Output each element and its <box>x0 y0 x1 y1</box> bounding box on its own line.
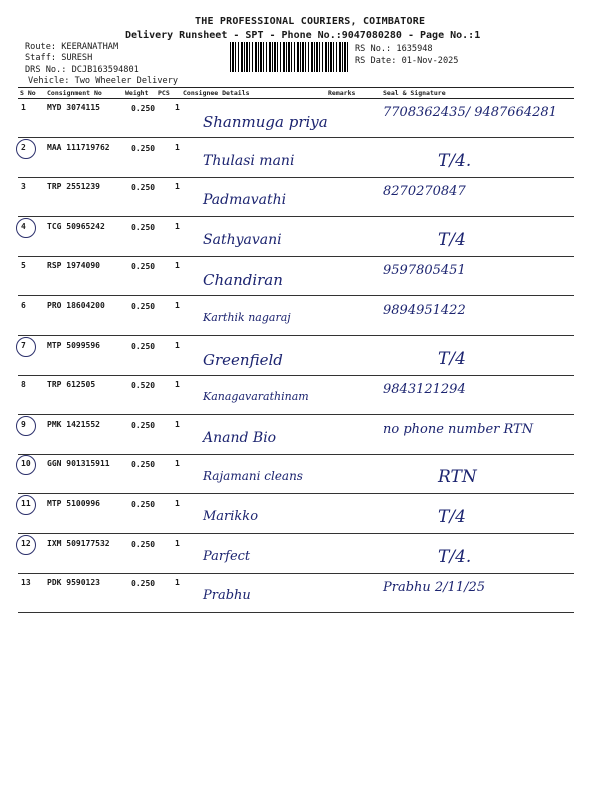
rs-number: RS No.: 1635948 <box>355 44 433 54</box>
consignee-name: Kanagavarathinam <box>203 390 309 404</box>
row-number: 1 <box>21 103 26 112</box>
consignee-name: Chandiran <box>203 271 283 290</box>
seal-signature: T/4. <box>438 150 472 171</box>
consignment-number: PMK 1421552 <box>47 419 100 429</box>
runsheet-subtitle: Delivery Runsheet - SPT - Phone No.:9047080280 - Page No.:1 <box>125 30 481 41</box>
consignment-number: TRP 612505 <box>47 380 96 390</box>
col-consignee: Consignee Details <box>183 89 250 97</box>
pieces-count: 1 <box>175 103 180 112</box>
pieces-count: 1 <box>175 142 180 152</box>
table-row <box>18 178 574 217</box>
table-row <box>18 99 574 138</box>
row-number: 8 <box>21 380 26 390</box>
weight-value: 0.250 <box>131 341 156 351</box>
circle-mark <box>16 337 36 357</box>
company-title: THE PROFESSIONAL COURIERS, COIMBATORE <box>195 16 426 27</box>
row-number: 13 <box>21 578 31 588</box>
col-pcs: PCS <box>158 89 170 97</box>
consignment-number: MAA 111719762 <box>47 142 110 152</box>
weight-value: 0.250 <box>131 579 156 589</box>
consignment-number: MYD 3074115 <box>47 103 100 112</box>
seal-signature: Prabhu 2/11/25 <box>383 580 486 596</box>
col-seal-signature: Seal & Signature <box>383 89 446 97</box>
route: Route: KEERANATHAM <box>25 42 119 52</box>
row-number: 11 <box>21 499 31 508</box>
weight-value: 0.250 <box>131 222 156 232</box>
consignment-number: IXM 509177532 <box>47 538 110 548</box>
drs-number: DRS No.: DCJB163594801 <box>25 65 139 75</box>
consignment-number: GGN 901315911 <box>47 459 110 469</box>
row-number: 2 <box>21 142 26 152</box>
pieces-count: 1 <box>175 419 180 429</box>
consignment-number: MTP 5100996 <box>47 499 100 508</box>
weight-value: 0.250 <box>131 104 156 113</box>
col-weight: Weight <box>125 89 149 97</box>
pieces-count: 1 <box>175 380 180 390</box>
circle-mark <box>16 139 36 159</box>
table-row <box>18 416 574 455</box>
consignee-name: Thulasi mani <box>203 152 295 169</box>
consignment-number: TRP 2551239 <box>47 182 100 192</box>
consignee-name: Marikko <box>203 509 259 524</box>
pieces-count: 1 <box>175 459 180 469</box>
col-sno: S No <box>20 89 36 97</box>
consignee-name: Prabhu <box>203 588 251 604</box>
pieces-count: 1 <box>175 301 180 310</box>
weight-value: 0.520 <box>131 381 156 391</box>
table-row <box>18 535 574 574</box>
consignee-name: Rajamani cleans <box>203 469 303 484</box>
consignee-name: Shanmuga priya <box>203 113 328 131</box>
vehicle: Vehicle: Two Wheeler Delivery <box>28 76 179 86</box>
consignment-number: MTP 5099596 <box>47 340 100 350</box>
table-row <box>18 257 574 296</box>
consignee-name: Parfect <box>203 548 251 564</box>
consignment-number: RSP 1974090 <box>47 261 100 271</box>
table-row <box>18 376 574 415</box>
seal-signature: 8270270847 <box>383 184 466 200</box>
consignment-number: PDK 9590123 <box>47 578 100 588</box>
row-number: 5 <box>21 261 26 271</box>
seal-signature: T/4 <box>438 348 466 369</box>
staff: Staff: SURESH <box>25 53 93 63</box>
circle-mark <box>16 416 36 436</box>
table-top-rule <box>18 87 574 88</box>
seal-signature: T/4 <box>438 229 466 250</box>
table-row <box>18 139 574 178</box>
pieces-count: 1 <box>175 261 180 271</box>
row-number: 7 <box>21 340 26 350</box>
row-number: 6 <box>21 301 26 310</box>
circle-mark <box>16 218 36 238</box>
row-number: 3 <box>21 182 26 192</box>
table-row <box>18 495 574 534</box>
row-number: 12 <box>21 538 31 548</box>
consignment-number: PRO 18604200 <box>47 301 105 310</box>
pieces-count: 1 <box>175 578 180 588</box>
seal-signature: 9894951422 <box>383 303 466 318</box>
weight-value: 0.250 <box>131 302 156 311</box>
row-number: 4 <box>21 221 26 231</box>
consignee-name: Greenfield <box>203 350 283 369</box>
seal-signature: T/4. <box>438 546 472 567</box>
weight-value: 0.250 <box>131 460 156 470</box>
pieces-count: 1 <box>175 499 180 508</box>
col-consignment: Consignment No <box>47 89 102 97</box>
row-number: 9 <box>21 419 26 429</box>
weight-value: 0.250 <box>131 500 156 509</box>
weight-value: 0.250 <box>131 420 156 430</box>
seal-signature: 9843121294 <box>383 382 466 398</box>
consignment-number: TCG 50965242 <box>47 221 105 231</box>
table-row <box>18 455 574 494</box>
table-row <box>18 337 574 376</box>
pieces-count: 1 <box>175 538 180 548</box>
rs-date: RS Date: 01-Nov-2025 <box>355 56 459 66</box>
seal-signature: T/4 <box>438 507 466 527</box>
barcode <box>230 42 350 72</box>
col-remarks: Remarks <box>328 89 356 97</box>
consignee-name: Padmavathi <box>203 192 287 209</box>
consignee-name: Sathyavani <box>203 231 282 248</box>
weight-value: 0.250 <box>131 539 156 549</box>
weight-value: 0.250 <box>131 143 156 153</box>
weight-value: 0.250 <box>131 183 156 193</box>
seal-signature: 9597805451 <box>383 263 466 279</box>
seal-signature: RTN <box>438 467 477 488</box>
consignee-name: Karthik nagaraj <box>203 311 291 324</box>
table-row <box>18 297 574 336</box>
pieces-count: 1 <box>175 221 180 231</box>
seal-signature: no phone number RTN <box>383 421 534 437</box>
pieces-count: 1 <box>175 340 180 350</box>
row-number: 10 <box>21 459 31 469</box>
seal-signature: 7708362435/ 9487664281 <box>383 105 557 120</box>
table-row <box>18 574 574 613</box>
table-row <box>18 218 574 257</box>
pieces-count: 1 <box>175 182 180 192</box>
row-divider <box>18 612 574 613</box>
weight-value: 0.250 <box>131 262 156 272</box>
consignee-name: Anand Bio <box>203 429 277 446</box>
